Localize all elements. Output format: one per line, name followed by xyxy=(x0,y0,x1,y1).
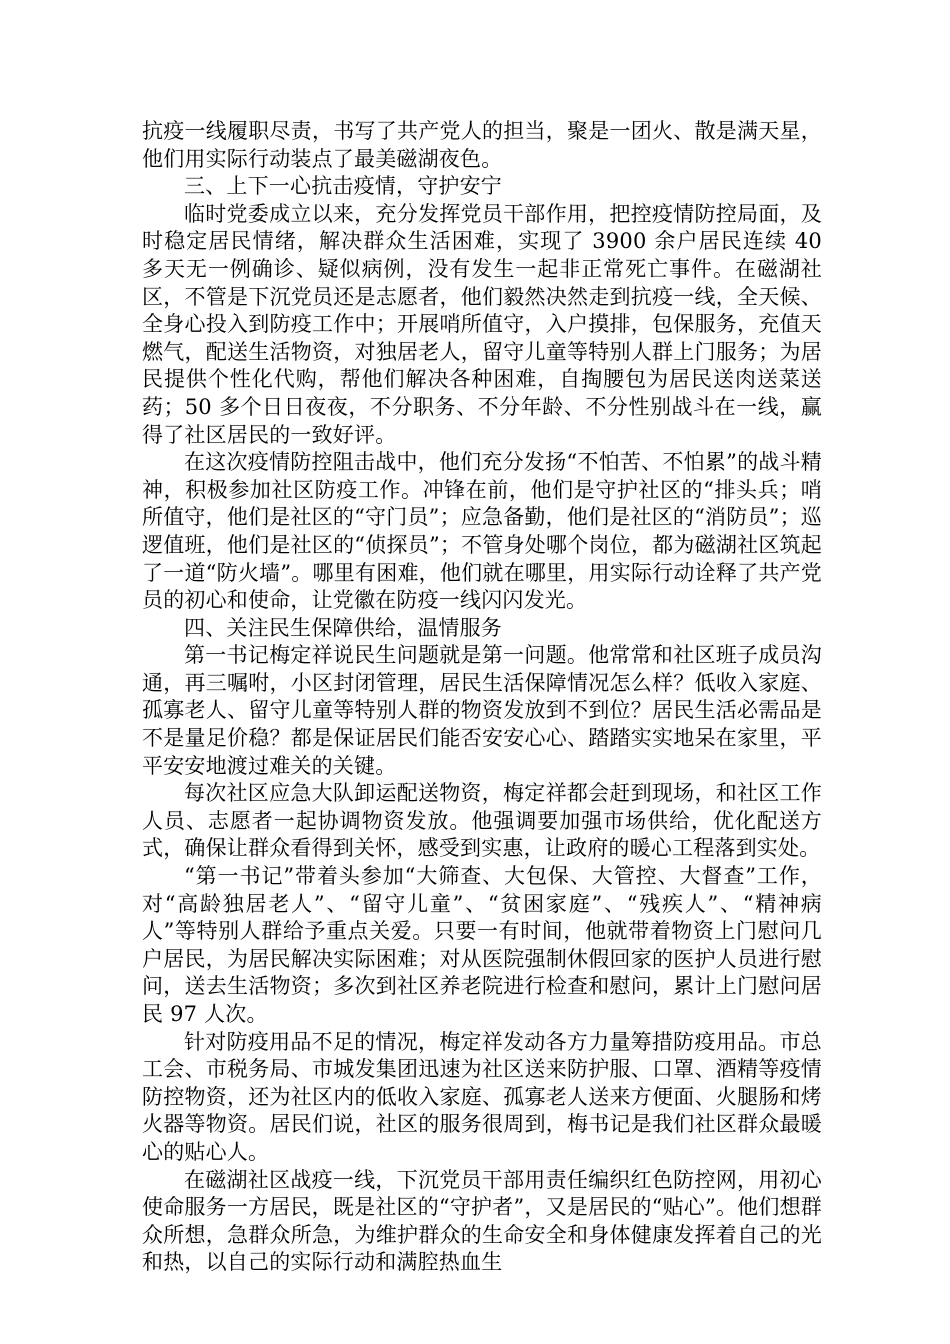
paragraph: 针对防疫用品不足的情况，梅定祥发动各方力量筹措防疫用品。市总工会、市税务局、市城发集团迅速为社区送来防护服、口罩、酒精等疫情防控物资，还为社区内的低收入家庭、孤寡老人送来方便面、火腿肠和烤火器等物资。居民们说，社区的服务很周到，梅书记是我们社区群众最暖心的贴心人。 xyxy=(142,1029,822,1164)
document-page xyxy=(142,118,822,1277)
section-heading-4: 四、关注民生保障供给，温情服务 xyxy=(184,615,502,640)
section-heading-3: 三、上下一心抗击疫情，守护安宁 xyxy=(184,174,502,199)
paragraph: 在这次疫情防控阻击战中，他们充分发扬“不怕苦、不怕累”的战斗精神，积极参加社区防疫工作。冲锋在前，他们是守护社区的“排头兵；哨所值守，他们是社区的“守门员”；应急备勤，他们是社区的“消防员”；巡逻值班，他们是社区的“侦探员”；不管身处哪个岗位，都为磁湖社区筑起了一道“防火墙”。哪里有困难，他们就在哪里，用实际行动诠释了共产党员的初心和使命，让党徽在防疫一线闪闪发光。 xyxy=(142,450,822,613)
paragraph: 第一书记梅定祥说民生问题就是第一问题。他常常和社区班子成员沟通，再三嘱咐，小区封闭管理，居民生活保障情况怎么样？低收入家庭、孤寡老人、留守儿童等特别人群的物资发放到不到位？居民生活必需品是不是量足价稳？都是保证居民们能否安安心心、踏踏实实地呆在家里，平平安安地渡过难关的关键。 xyxy=(142,643,822,778)
paragraph: 在磁湖社区战疫一线，下沉党员干部用责任编织红色防控网，用初心使命服务一方居民，既是社区的“守护者”，又是居民的“贴心”。他们想群众所想，急群众所急，为维护群众的生命安全和身体健康发挥着自己的光和热，以自己的实际行动和满腔热血生 xyxy=(142,1167,822,1275)
paragraph-continued: 抗疫一线履职尽责，书写了共产党人的担当，聚是一团火、散是满天星，他们用实际行动装点了最美磁湖夜色。 xyxy=(142,119,822,171)
paragraph: 每次社区应急大队卸运配送物资，梅定祥都会赶到现场，和社区工作人员、志愿者一起协调物资发放。他强调要加强市场供给，优化配送方式，确保让群众看得到关怀，感受到实惠，让政府的暖心工程落到实处。 xyxy=(142,781,822,861)
paragraph: “第一书记”带着头参加“大筛查、大包保、大管控、大督查”工作，对“高龄独居老人”、“留守儿童”、“贫困家庭”、“残疾人”、“精神病人”等特别人群给予重点关爱。只要一有时间，他就带着物资上门慰问几户居民，为居民解决实际困难；对从医院强制休假回家的医护人员进行慰问，送去生活物资；多次到社区养老院进行检查和慰问，累计上门慰问居民 97 人次。 xyxy=(142,864,822,1026)
paragraph: 临时党委成立以来，充分发挥党员干部作用，把控疫情防控局面，及时稳定居民情绪，解决群众生活困难，实现了 3900 余户居民连续 40 多天无一例确诊、疑似病例，没有发生一起非正常死亡事件。在磁湖社区，不管是下沉党员还是志愿者，他们毅然决然走到抗疫一线，全天候、全身心投入到防疫工作中；开展哨所值守，入户摸排，包保服务，充值天燃气，配送生活物资，对独居老人，留守儿童等特别人群上门服务；为居民提供个性化代购，帮他们解决各种困难，自掏腰包为居民送肉送菜送药；50 多个日日夜夜，不分职务、不分年龄、不分性别战斗在一线，赢得了社区居民的一致好评。 xyxy=(142,201,822,447)
